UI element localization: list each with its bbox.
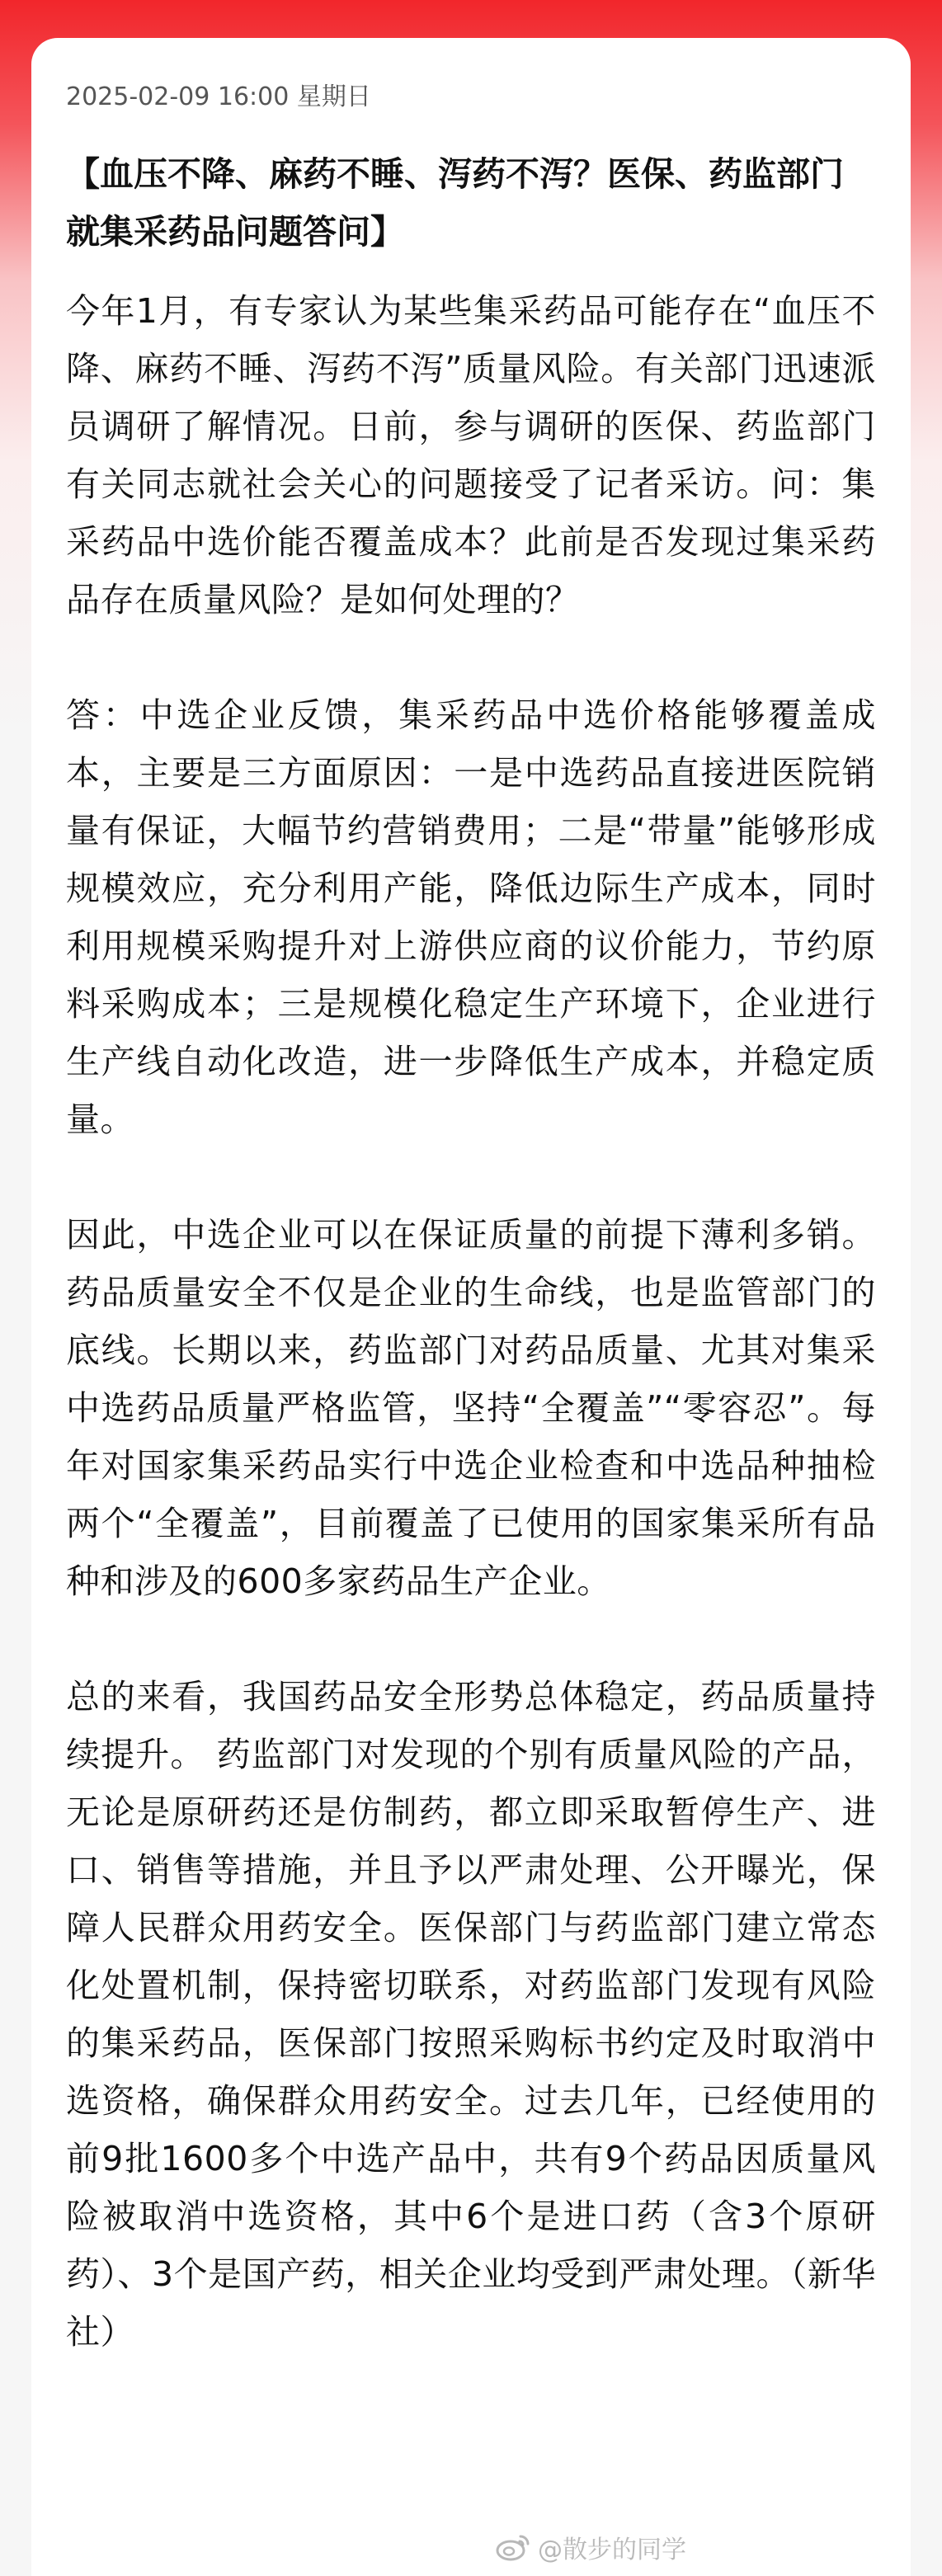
post-paragraph: 因此，中选企业可以在保证质量的前提下薄利多销。 药品质量安全不仅是企业的生命线，也是监管部门的底线。长期以来，药监部门对药品质量、尤其对集采中选药品质量严格监管，坚持“全覆盖”“零容忍”。每年对国家集采药品实行中选企业检查和中选品种抽检两个“全覆盖”，目前覆盖了已使用的国家集采所有品种和涉及的600多家药品生产企业。 bbox=[66, 1215, 876, 1601]
weibo-icon bbox=[495, 2533, 531, 2561]
weibo-watermark bbox=[495, 2528, 686, 2566]
post-timestamp: 2025-02-09 16:00 星期日 bbox=[66, 82, 371, 111]
post-card bbox=[31, 38, 911, 2576]
post-paragraph: 今年1月，有专家认为某些集采药品可能存在“血压不降、麻药不睡、泻药不泻”质量风险。有关部门迅速派员调研了解情况。日前，参与调研的医保、药监部门有关同志就社会关心的问题接受了记者采访。问：集采药品中选价能否覆盖成本？此前是否发现过集采药品存在质量风险？是如何处理的？ bbox=[66, 291, 876, 619]
post-title: 【血压不降、麻药不睡、泻药不泻？医保、药监部门就集采药品问题答问】 bbox=[66, 154, 844, 252]
post-paragraph: 总的来看，我国药品安全形势总体稳定，药品质量持续提升。 药监部门对发现的个别有质量风险的产品，无论是原研药还是仿制药，都立即采取暂停生产、进口、销售等措施，并且予以严肃处理、公开曝光，保障人民群众用药安全。医保部门与药监部门建立常态化处置机制，保持密切联系，对药监部门发现有风险的集采药品，医保部门按照采购标书约定及时取消中选资格，确保群众用药安全。过去几年，已经使用的前9批1600多个中选产品中，共有9个药品因质量风险被取消中选资格，其中6个是进口药（含3个原研药）、3个是国产药，相关企业均受到严肃处理。（新华社） bbox=[66, 1677, 876, 2352]
post-paragraph: 答：中选企业反馈，集采药品中选价格能够覆盖成本，主要是三方面原因：一是中选药品直接进医院销量有保证，大幅节约营销费用；二是“带量”能够形成规模效应，充分利用产能，降低边际生产成本，同时利用规模采购提升对上游供应商的议价能力，节约原料采购成本；三是规模化稳定生产环境下，企业进行生产线自动化改造，进一步降低生产成本，并稳定质量。 bbox=[66, 695, 876, 1139]
watermark-text: @散步的同学 bbox=[538, 2536, 686, 2564]
